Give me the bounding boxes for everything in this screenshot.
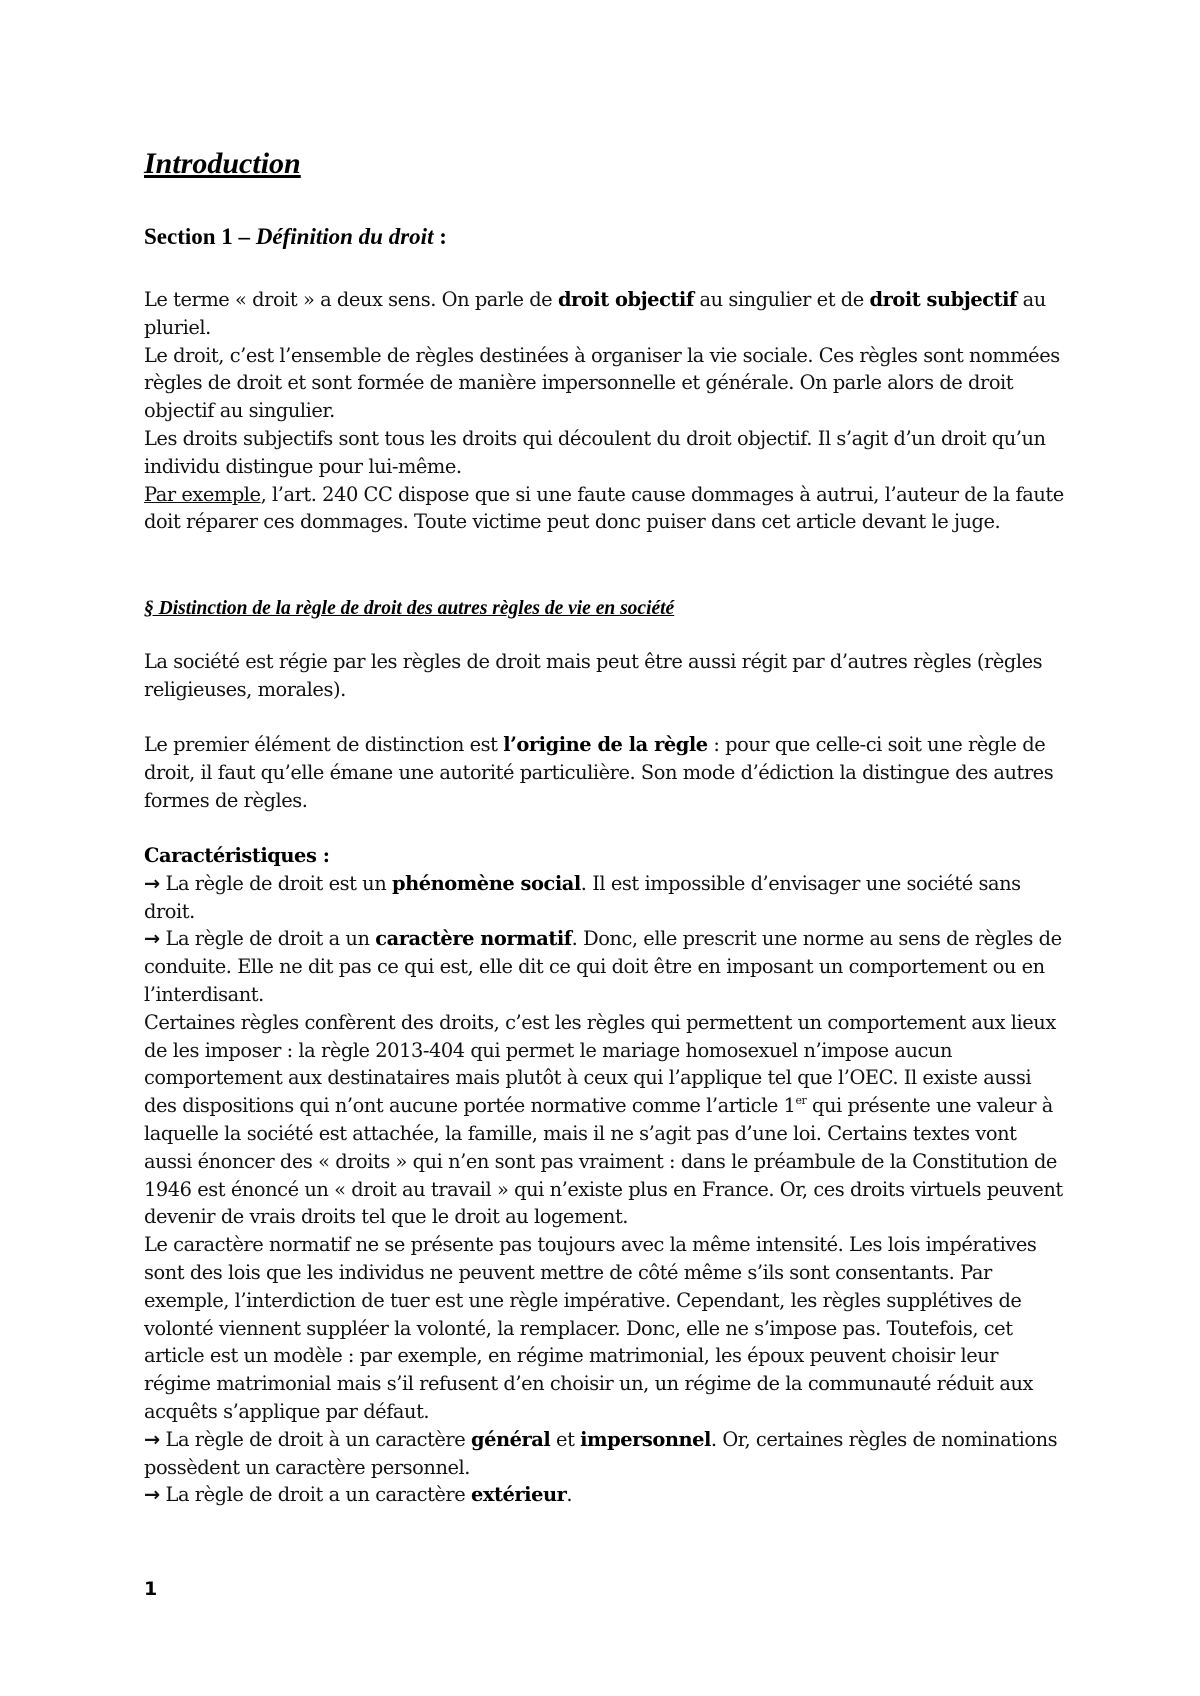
characteristic-4 xyxy=(144,1481,1064,1509)
text-run: qui présente une valeur à laquelle la société est attachée, la famille, mais il ne s’agit pas d’une loi. Certains textes vont aussi énoncer des « droits » qui n’en sont pas vraiment : dans le préambule de la Constitution de 1946 est énoncé un « droit au travail » qui n’existe plus en France. Or, ces droits virtuels peuvent devenir de vrais droits tel que le droit au logement. xyxy=(144,1094,1063,1229)
intro-paragraph-3: Les droits subjectifs sont tous les droits qui découlent du droit objectif. Il s’agit d’un droit qu’un individu distingue pour lui-même. xyxy=(144,426,1046,478)
text-run: La règle de droit a un xyxy=(159,927,376,951)
text-run: . Or, certaines règles de nominations possèdent un caractère personnel. xyxy=(144,1427,1058,1479)
distinction-paragraph-1: La société est régie par les règles de droit mais peut être aussi régit par d’autres règles (règles religieuses, morales). xyxy=(144,650,1043,701)
intro-block xyxy=(144,286,1064,536)
intro-paragraph-4 xyxy=(144,481,1064,537)
text-run: au singulier et de xyxy=(693,288,870,311)
text-run: La règle de droit est un xyxy=(159,871,392,895)
distinction-paragraph-2 xyxy=(144,731,1064,814)
text-run: Le premier élément de distinction est xyxy=(144,733,504,757)
normative-paragraph xyxy=(144,1009,1064,1231)
characteristic-2 xyxy=(144,925,1064,1008)
bold-term: droit subjectif xyxy=(869,288,1017,311)
section-prefix: Section 1 – xyxy=(144,224,256,249)
bold-term: droit objectif xyxy=(557,288,694,311)
bold-term: général xyxy=(471,1427,551,1451)
arrow-right-icon: → xyxy=(144,927,160,951)
intro-paragraph-1 xyxy=(144,286,1064,342)
arrow-right-icon: → xyxy=(144,1483,160,1507)
text-run: et xyxy=(550,1427,581,1451)
subsection-heading: § Distinction de la règle de droit des autres règles de vie en société xyxy=(144,598,675,619)
bold-term: impersonnel xyxy=(580,1427,711,1451)
characteristics-heading: Caractéristiques : xyxy=(144,844,330,867)
intro-paragraph-2: Le droit, c’est l’ensemble de règles destinées à organiser la vie sociale. Ces règles sont nommées règles de droit et sont formée de manière impersonnelle et générale. On parle alors de droit objectif au singulier. xyxy=(144,343,1060,423)
page-number: 1 xyxy=(144,1578,158,1600)
text-run: au pluriel. xyxy=(144,288,1046,339)
text-run: La règle de droit à un caractère xyxy=(159,1427,471,1451)
section-suffix: : xyxy=(433,224,447,249)
section-heading xyxy=(144,222,447,252)
section-title: Définition du droit xyxy=(255,224,434,249)
page-title: Introduction xyxy=(144,147,301,180)
arrow-right-icon: → xyxy=(144,871,160,895)
text-run: . Il est impossible d’envisager une société sans droit. xyxy=(144,871,1021,923)
arrow-right-icon: → xyxy=(144,1427,160,1451)
characteristic-1 xyxy=(144,870,1064,926)
bold-term: phénomène social xyxy=(391,871,581,895)
distinction-block xyxy=(144,648,1064,815)
underlined-text: Par exemple xyxy=(144,482,261,506)
text-run: . xyxy=(566,1483,573,1507)
bold-term: extérieur xyxy=(471,1483,567,1507)
superscript: er xyxy=(795,1094,807,1108)
text-run: , l’art. 240 CC dispose que si une faute cause dommages à autrui, l’auteur de la faute doit réparer ces dommages. Toute victime peut donc puiser dans cet article devant le juge. xyxy=(144,482,1064,534)
text-run: : pour que celle-ci soit une règle de droit, il faut qu’elle émane une autorité particulière. Son mode d’édiction la distingue des autres formes de règles. xyxy=(144,733,1054,812)
text-run: Le terme « droit » a deux sens. On parle de xyxy=(144,288,558,311)
text-run: La règle de droit a un caractère xyxy=(159,1483,471,1507)
bold-term: l’origine de la règle xyxy=(503,733,708,757)
characteristics-block xyxy=(144,842,1064,1509)
text-run: . Donc, elle prescrit une norme au sens de règles de conduite. Elle ne dit pas ce qui est, elle dit ce qui doit être en imposant un comportement ou en l’interdisant. xyxy=(144,927,1062,1006)
characteristic-3 xyxy=(144,1426,1064,1482)
bold-term: caractère normatif xyxy=(375,927,572,951)
text-run: Certaines règles confèrent des droits, c’est les règles qui permettent un comportement aux lieux de les imposer : la règle 2013-404 qui permet le mariage homosexuel n’impose aucun comportement aux destinataires mais plutôt à ceux qui l’applique tel que l’OEC. Il existe aussi des dispositions qui n’ont aucune portée normative comme l’article 1 xyxy=(144,1010,1056,1118)
intensity-paragraph: Le caractère normatif ne se présente pas toujours avec la même intensité. Les lois impératives sont des lois que les individus ne peuvent mettre de côté même s’ils sont consentants. Par exemple, l’interdiction de tuer est une règle impérative. Cependant, les règles supplétives de volonté viennent suppléer la volonté, la remplacer. Donc, elle ne s’impose pas. Toutefois, cet article est un modèle : par exemple, en régime matrimonial, les époux peuvent choisir leur régime matrimonial mais s’il refusent d’en choisir un, un régime de la communauté réduit aux acquêts s’applique par défaut. xyxy=(144,1233,1037,1423)
